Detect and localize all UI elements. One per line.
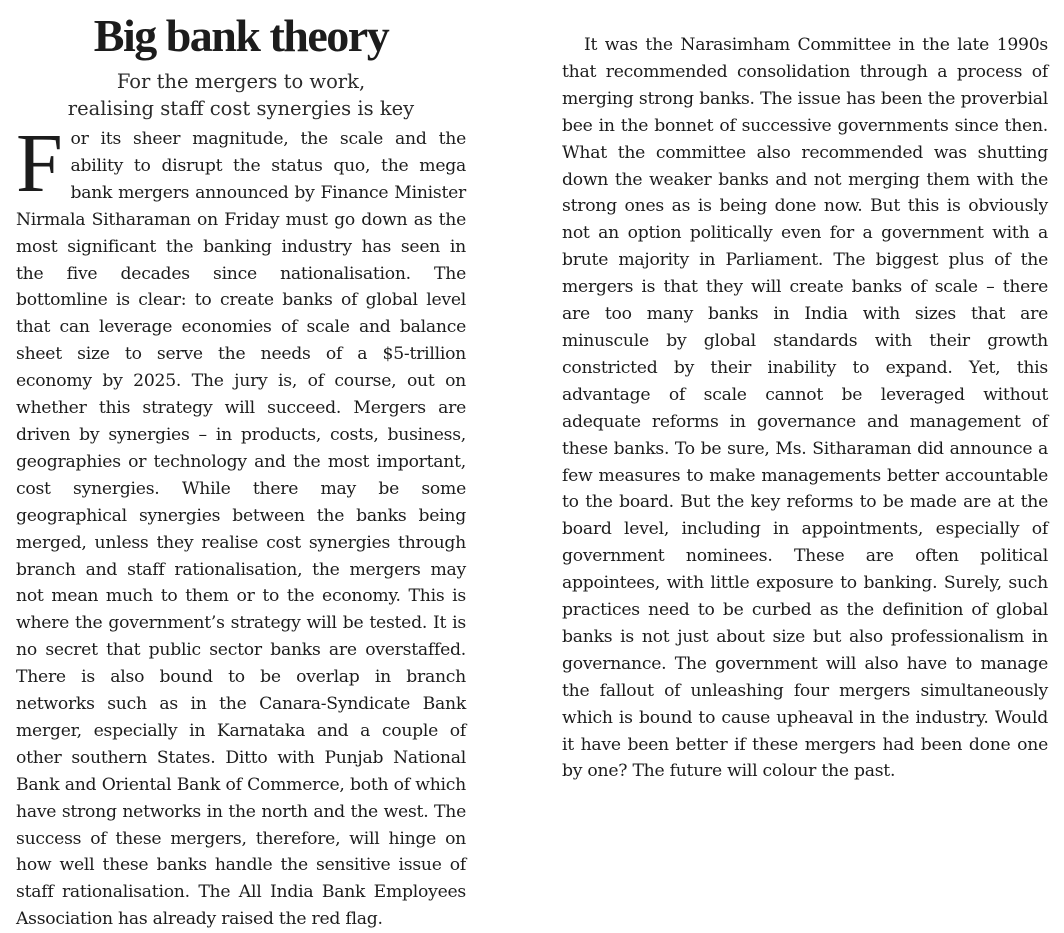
right-column [562, 32, 1048, 785]
body-paragraph-2: It was the Narasimham Committee in the late 1990s that recommended consolidation through a process of merging strong banks. The issue has been the proverbial bee in the bonnet of successive governments since then. What the committee also recommended was shutting down the weaker banks and not merging them with the strong ones as is being done now. But this is obviously not an option politically even for a government with a brute majority in Parliament. The biggest plus of the mergers is that they will create banks of scale – there are too many banks in India with sizes that are minuscule by global standards with their growth constricted by their inability to expand. Yet, this advantage of scale cannot be leveraged without adequate reforms in governance and management of these banks. To be sure, Ms. Sitharaman did announce a few measures to make managements better accountable to the board. But the key reforms to be made are at the board level, including in appointments, especially of government nominees. These are often political appointees, with little exposure to banking. Surely, such practices need to be curbed as the definition of global banks is not just about size but also professionalism in governance. The government will also have to manage the fallout of unleashing four mergers simultaneously which is bound to cause upheaval in the industry. Would it have been better if these mergers had been done one by one? The future will colour the past. [562, 35, 1048, 782]
left-column [16, 10, 466, 933]
deck-line-1: For the mergers to work, [116, 70, 366, 93]
headline: Big bank theory [93, 10, 389, 61]
body-text-column-1: or its sheer magnitude, the scale and the ability to disrupt the status quo, the mega bank mergers announced by Finance Minister Nirmala Sitharaman on Friday must go down as the most significant the banking industry has seen in the five decades since nationalisation. The bottomline is clear: to create banks of global level that can leverage economies of scale and balance sheet size to serve the needs of a $5-trillion economy by 2025. The jury is, of course, out on whether this strategy will succeed. Mergers are driven by synergies – in products, costs, business, geographies or technology and the most important, cost synergies. While there may be some geographical synergies between the banks being merged, unless they realise cost synergies through branch and staff rationalisation, the mergers may not mean much to them or to the economy. This is where the government’s strategy will be tested. It is no secret that public sector banks are overstaffed. There is also bound to be overlap in branch networks such as in the Canara-Syndicate Bank merger, especially in Karnataka and a couple of other southern States. Ditto with Punjab National Bank and Oriental Bank of Commerce, both of which have strong networks in the north and the west. The success of these mergers, therefore, will hinge on how well these banks handle the sensitive issue of staff rationalisation. The All India Bank Employees Association has already raised the red flag. [16, 129, 466, 930]
body-paragraph-1 [16, 117, 466, 933]
deck-line-2: realising staff cost synergies is key [67, 97, 415, 120]
drop-cap: F [16, 117, 63, 210]
deck [16, 68, 466, 122]
